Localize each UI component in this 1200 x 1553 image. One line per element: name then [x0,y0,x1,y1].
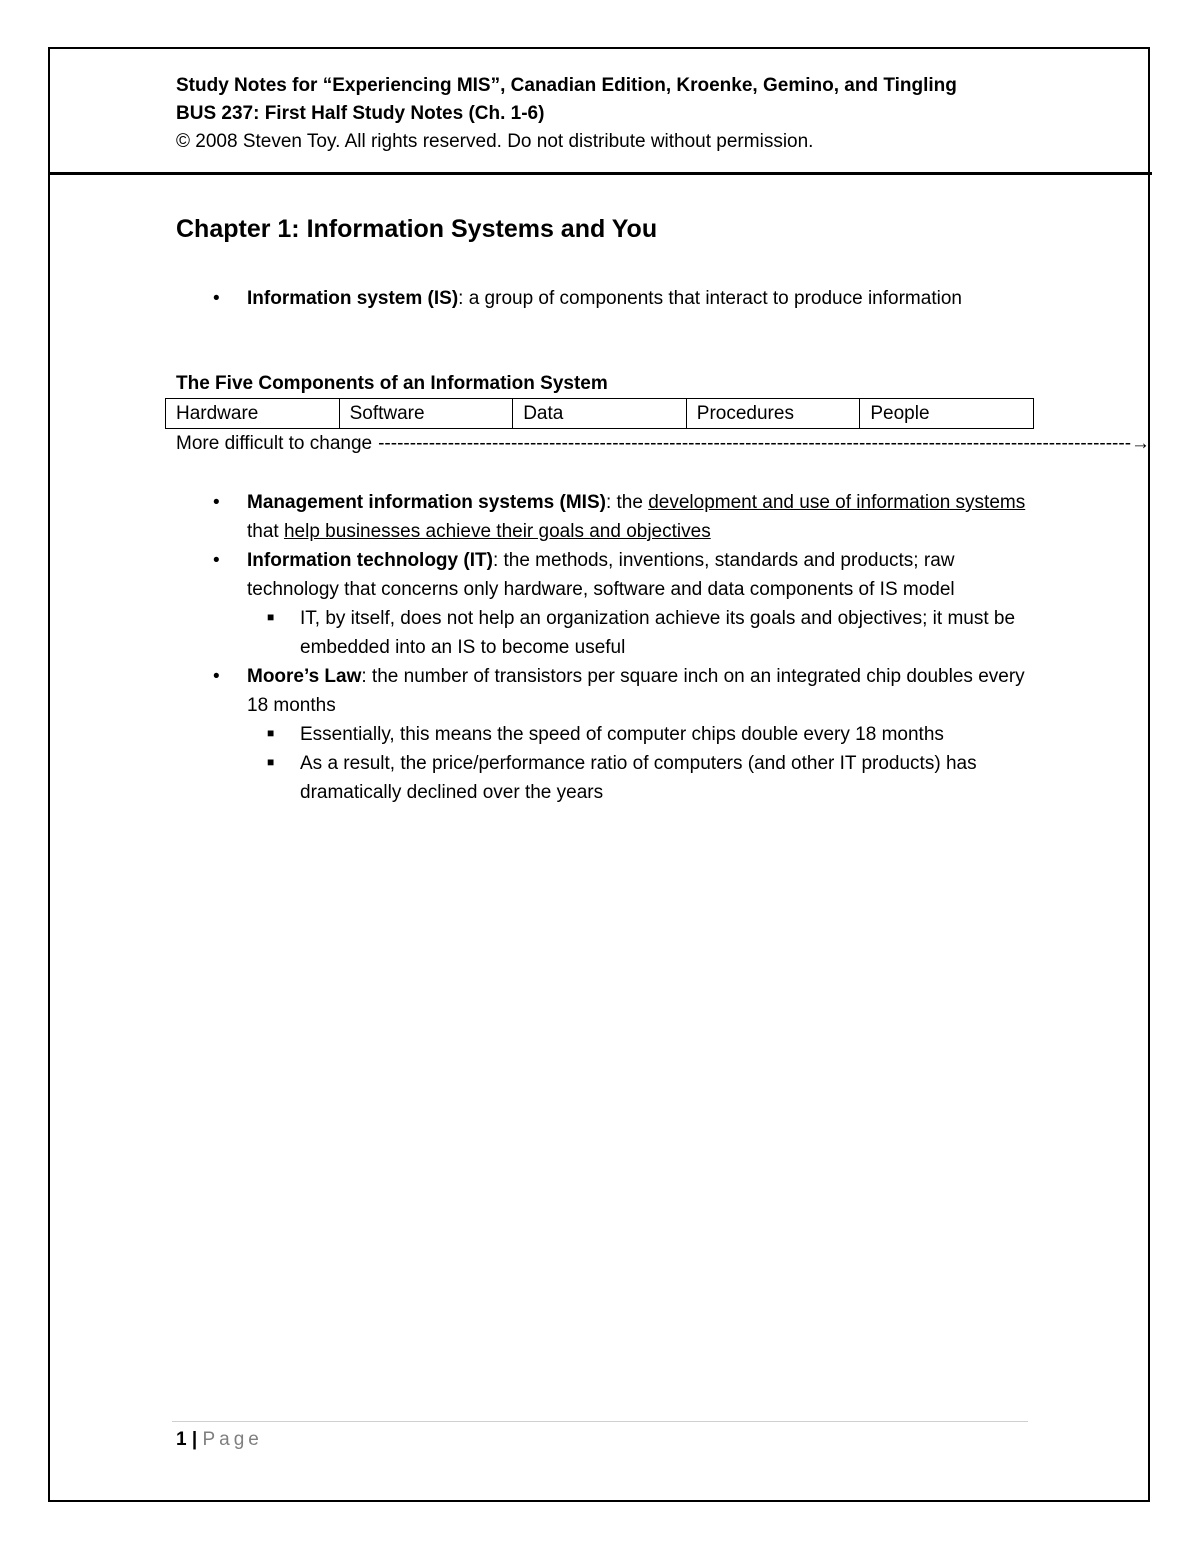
table-cell: Software [339,399,513,429]
definition-text: that [247,521,284,542]
table-cell: Procedures [686,399,860,429]
term-label: Moore’s Law [247,666,362,687]
sub-item-text: As a result, the price/performance ratio of computers (and other IT products) has dramatically declined over the years [300,753,977,803]
arrow-line: ----------------------------------------------------------------------------------------------------------------------- [378,433,1132,454]
table-row [166,399,1034,429]
list-item [176,488,1036,546]
definition-text: : the number of transistors per square inch on an integrated chip doubles every 18 months [247,666,1025,716]
header-divider [48,172,1152,175]
footer-divider [172,1421,1028,1422]
chapter-title: Chapter 1: Information Systems and You [176,215,658,243]
term-label: Information system (IS) [247,288,459,309]
square-bullet-icon: ■ [267,755,275,769]
footer-separator: | [186,1429,203,1450]
page-footer [176,1426,263,1454]
table-cell: People [860,399,1034,429]
page-label: Page [202,1429,263,1450]
sub-item-text: Essentially, this means the speed of computer chips double every 18 months [300,724,944,745]
underlined-text: development and use of information systems [648,492,1026,513]
intro-list [176,284,1036,313]
table-cell: Data [513,399,687,429]
components-table [165,398,1034,429]
list-item [176,662,1036,720]
table-cell: Hardware [166,399,340,429]
definition-text: : the [605,492,649,513]
list-item [176,546,1036,604]
sub-list-item [176,749,1036,807]
square-bullet-icon: ■ [267,610,275,624]
bullet-icon: • [213,550,220,571]
term-label: Information technology (IT) [247,550,493,571]
list-item [176,284,1036,313]
header-title-line: Study Notes for “Experiencing MIS”, Canadian Edition, Kroenke, Gemino, and Tingling [176,75,957,96]
sub-item-text: IT, by itself, does not help an organization achieve its goals and objectives; it must be embedded into an IS to become useful [300,608,1016,658]
arrow-label: More difficult to change [176,433,373,454]
sub-list-item [176,604,1036,662]
definition-text: : a group of components that interact to produce information [458,288,962,309]
arrow-right-icon: → [1131,433,1151,454]
definition-text: : the methods, inventions, standards and products; raw technology that concerns only hardware, software and data components of IS model [247,550,955,600]
page-number: 1 [176,1429,187,1450]
header-course-line: BUS 237: First Half Study Notes (Ch. 1-6) [176,103,545,124]
definitions-list [176,488,1036,807]
bullet-icon: • [213,666,220,687]
bullet-icon: • [213,288,220,309]
table-caption: The Five Components of an Information System [176,373,608,394]
bullet-icon: • [213,492,220,513]
sub-list-item [176,720,1036,749]
underlined-text: help businesses achieve their goals and objectives [283,521,711,542]
square-bullet-icon: ■ [267,726,275,740]
document-header [176,72,1076,156]
difficulty-arrow [176,430,1151,458]
header-copyright-line: © 2008 Steven Toy. All rights reserved. Do not distribute without permission. [176,131,814,152]
term-label: Management information systems (MIS) [247,492,606,513]
